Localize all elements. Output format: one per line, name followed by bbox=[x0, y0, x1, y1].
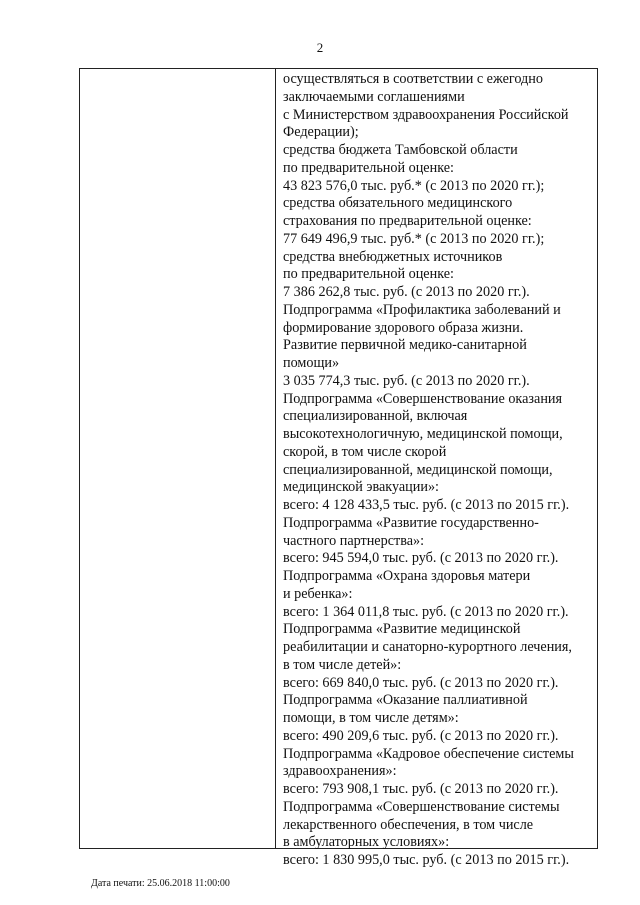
text-line: специализированной, медицинской помощи, bbox=[283, 461, 553, 478]
text-line: всего: 4 128 433,5 тыс. руб. (с 2013 по 2015 гг.). bbox=[283, 497, 570, 513]
text-line: в том числе детей»: bbox=[283, 656, 402, 673]
text-line: всего: 793 908,1 тыс. руб. (с 2013 по 2020 гг.). bbox=[283, 781, 559, 797]
text-line: всего: 1 364 011,8 тыс. руб. (с 2013 по 2020 гг.). bbox=[283, 603, 569, 620]
text-line: по предварительной оценке: bbox=[283, 159, 454, 176]
text-line: всего: 669 840,0 тыс. руб. (с 2013 по 2020 гг.). bbox=[283, 674, 559, 691]
page-number: 2 bbox=[316, 40, 324, 55]
text-line: 77 649 496,9 тыс. руб.* (с 2013 по 2020 гг.); bbox=[283, 230, 545, 247]
print-date: Дата печати: 25.06.2018 11:00:00 bbox=[91, 878, 230, 889]
text-line: частного партнерства»: bbox=[283, 532, 425, 549]
document-table bbox=[79, 68, 598, 868]
text-line: реабилитации и санаторно-курортного лечения, bbox=[283, 639, 572, 655]
text-line: осуществляться в соответствии с ежегодно bbox=[283, 71, 543, 87]
text-line: Подпрограмма «Профилактика заболеваний и bbox=[283, 301, 561, 318]
text-line: средства обязательного медицинского bbox=[283, 195, 513, 212]
text-line: лекарственного обеспечения, в том числе bbox=[283, 816, 534, 833]
text-line: Подпрограмма «Развитие медицинской bbox=[283, 621, 521, 638]
text-line: заключаемыми соглашениями bbox=[283, 88, 465, 105]
text-line: медицинской эвакуации»: bbox=[283, 479, 439, 496]
text-line: 3 035 774,3 тыс. руб. (с 2013 по 2020 гг.). bbox=[283, 372, 530, 389]
text-line: Подпрограмма «Совершенствование системы bbox=[283, 798, 560, 815]
text-line: средства бюджета Тамбовской области bbox=[283, 142, 518, 158]
text-line: скорой, в том числе скорой bbox=[283, 443, 447, 460]
text-line: Федерации); bbox=[283, 124, 359, 141]
text-line: всего: 490 209,6 тыс. руб. (с 2013 по 2020 гг.). bbox=[283, 727, 559, 744]
text-line: формирование здорового образа жизни. bbox=[283, 319, 524, 336]
text-line: всего: 945 594,0 тыс. руб. (с 2013 по 2020 гг.). bbox=[283, 550, 559, 567]
text-line: специализированной, включая bbox=[283, 408, 468, 425]
text-line: Подпрограмма «Совершенствование оказания bbox=[283, 390, 563, 407]
text-line: и ребенка»: bbox=[283, 585, 353, 602]
table-right-cell bbox=[283, 71, 596, 870]
text-line: 7 386 262,8 тыс. руб. (с 2013 по 2020 гг.). bbox=[283, 284, 530, 300]
text-line: в амбулаторных условиях»: bbox=[283, 834, 450, 851]
column-divider bbox=[275, 69, 276, 848]
text-line: Подпрограмма «Оказание паллиативной bbox=[283, 692, 528, 709]
text-line: высокотехнологичную, медицинской помощи, bbox=[283, 426, 563, 442]
text-line: здравоохранения»: bbox=[283, 763, 397, 780]
text-line: по предварительной оценке: bbox=[283, 266, 454, 283]
text-line: Подпрограмма «Охрана здоровья матери bbox=[283, 568, 531, 584]
text-line: с Министерством здравоохранения Российской bbox=[283, 106, 569, 123]
text-line: помощи, в том числе детям»: bbox=[283, 710, 459, 726]
text-line: Развитие первичной медико-санитарной bbox=[283, 337, 527, 354]
text-line: помощи» bbox=[283, 355, 340, 371]
text-line: Подпрограмма «Кадровое обеспечение системы bbox=[283, 745, 574, 762]
text-line: средства внебюджетных источников bbox=[283, 248, 503, 265]
text-line: всего: 1 830 995,0 тыс. руб. (с 2013 по 2015 гг.). bbox=[283, 852, 570, 868]
text-line: страхования по предварительной оценке: bbox=[283, 213, 532, 229]
text-line: Подпрограмма «Развитие государственно- bbox=[283, 514, 539, 531]
text-line: 43 823 576,0 тыс. руб.* (с 2013 по 2020 гг.); bbox=[283, 177, 545, 194]
